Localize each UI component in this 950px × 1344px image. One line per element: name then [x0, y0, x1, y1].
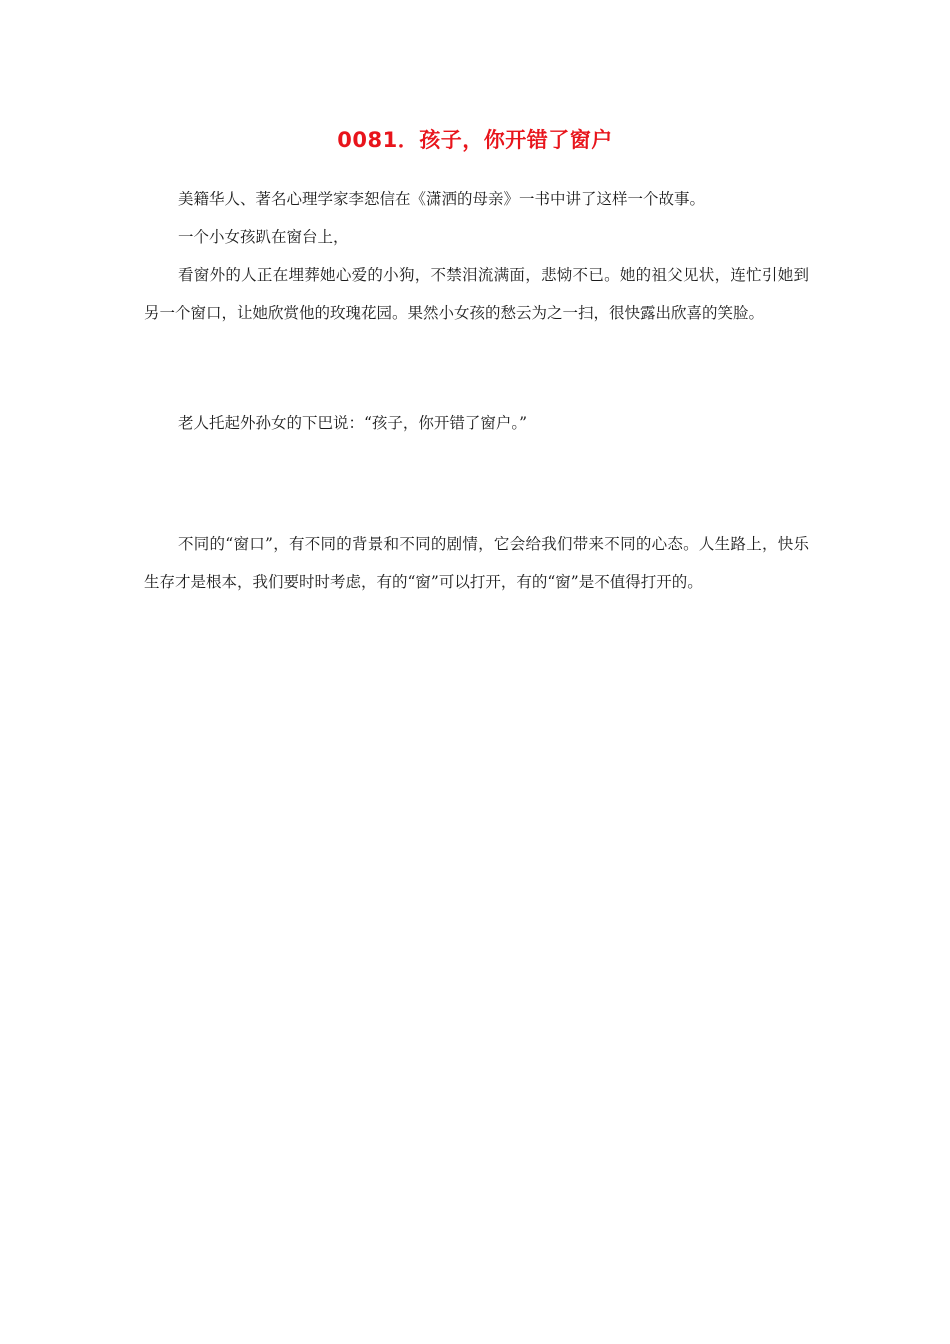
paragraph-4: 老人托起外孙女的下巴说：“孩子，你开错了窗户。” [178, 414, 528, 432]
paragraph-5: 不同的“窗口”，有不同的背景和不同的剧情，它会给我们带来不同的心态。人生路上，快乐生存才是根本，我们要时时考虑，有的“窗”可以打开，有的“窗”是不值得打开的。 [144, 535, 809, 591]
paragraph-3: 看窗外的人正在埋葬她心爱的小狗，不禁泪流满面，悲恸不已。她的祖父见状，连忙引她到另一个窗口，让她欣赏他的玫瑰花园。果然小女孩的愁云为之一扫，很快露出欣喜的笑脸。 [144, 266, 809, 322]
paragraph-2: 一个小女孩趴在窗台上， [178, 228, 349, 246]
paragraph-1: 美籍华人、著名心理学家李恕信在《潇洒的母亲》一书中讲了这样一个故事。 [178, 190, 706, 208]
document-title: 0081．孩子，你开错了窗户 [337, 128, 613, 152]
